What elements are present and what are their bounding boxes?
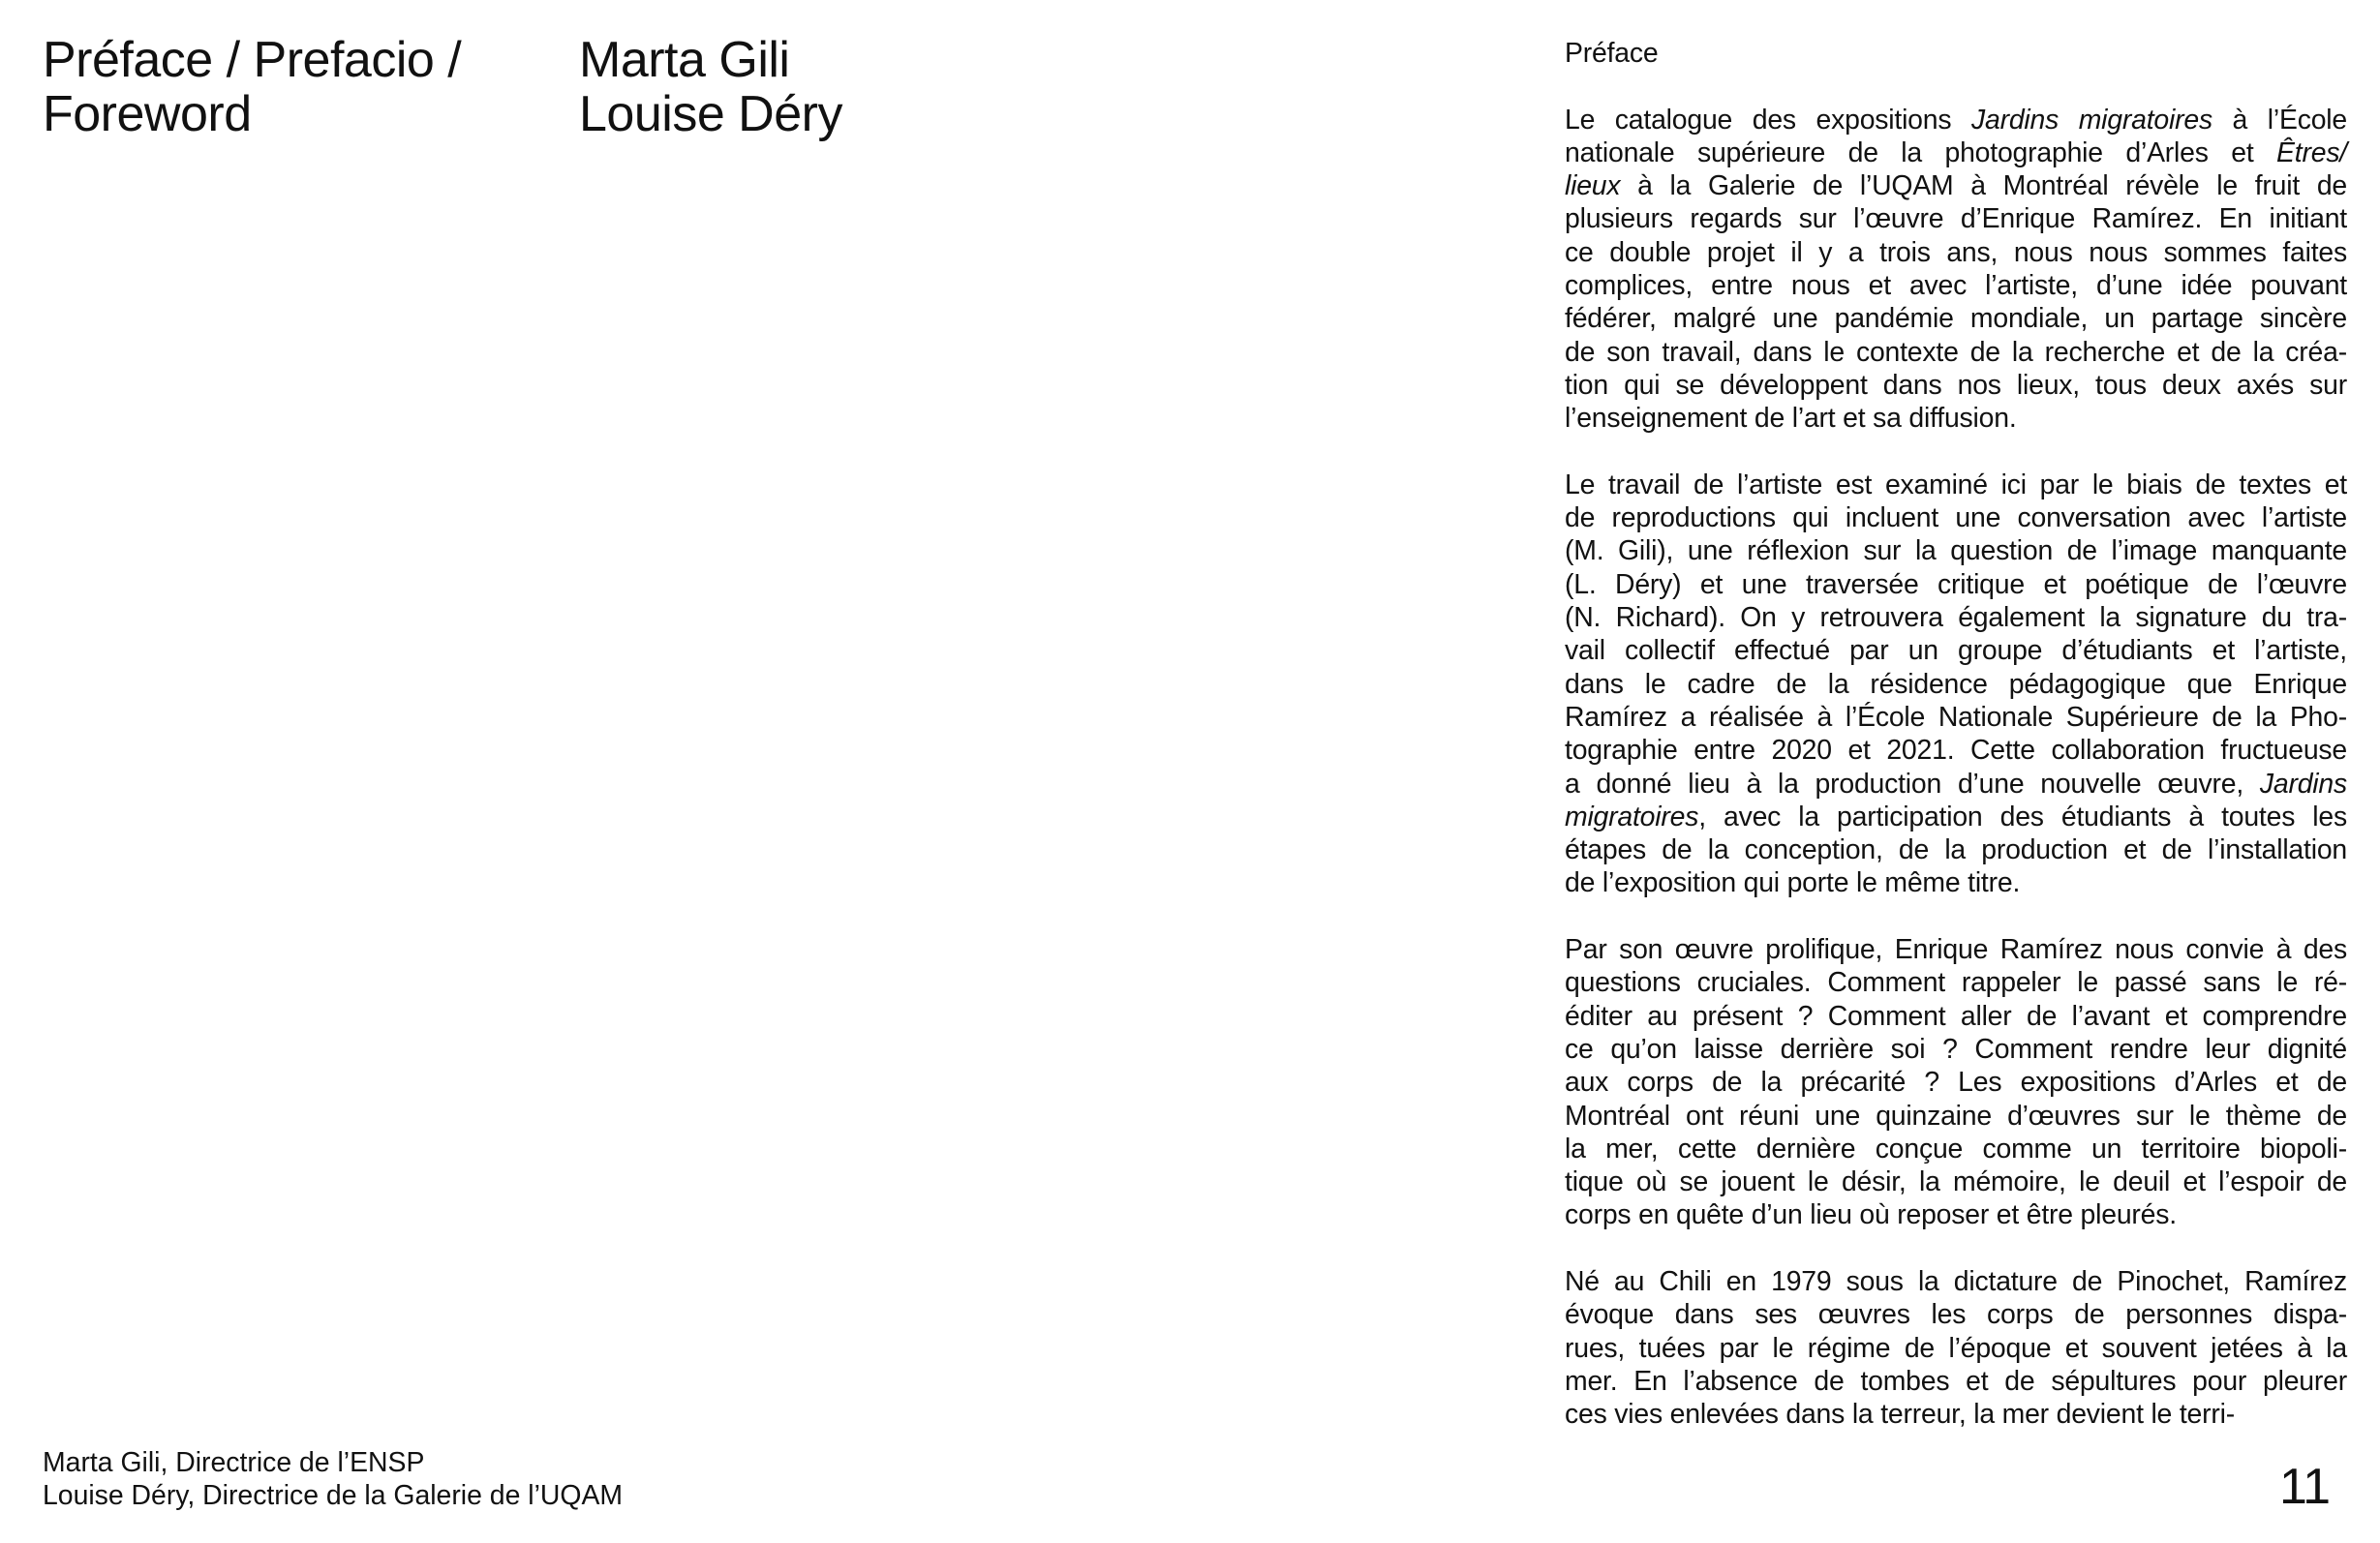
text-line: Ramírez a réalisée à l’École Nationale Supérieure de la Pho-: [1565, 701, 2347, 733]
italic-title: Êtres/: [2276, 136, 2347, 168]
text-line: ces vies enlevées dans la terreur, la mer devient le terri-: [1565, 1399, 2235, 1431]
author-name: Marta Gili: [579, 32, 790, 88]
text-line: Le catalogue des expositions Jardins migratoires à l’École: [1565, 104, 2347, 136]
text-line: de l’exposition qui porte le même titre.: [1565, 867, 2021, 899]
author-name: Louise Déry: [579, 86, 842, 142]
italic-title: migratoires: [1565, 801, 1699, 832]
authors-heading: [579, 33, 842, 141]
text-line: aux corps de la précarité ? Les expositions d’Arles et de: [1565, 1067, 2347, 1099]
text-line: fédérer, malgré une pandémie mondiale, un partage sincère: [1565, 303, 2347, 335]
text-line: Le travail de l’artiste est examiné ici par le biais de textes et: [1565, 469, 2347, 500]
paragraph: [1565, 104, 2347, 436]
paragraph: [1565, 1265, 2347, 1431]
text-line: tique où se jouent le désir, la mémoire, le deuil et l’espoir de: [1565, 1166, 2347, 1198]
page-number: 11: [2279, 1459, 2330, 1515]
text-line: dans le cadre de la résidence pédagogique que Enrique: [1565, 668, 2347, 700]
text-line: ce double projet il y a trois ans, nous nous sommes faites: [1565, 236, 2347, 268]
text-line: tographie entre 2020 et 2021. Cette collaboration fructueuse: [1565, 735, 2347, 767]
credit-line: Louise Déry, Directrice de la Galerie de l’UQAM: [43, 1480, 624, 1512]
text-line: questions cruciales. Comment rappeler le passé sans le ré-: [1565, 967, 2347, 999]
text-line: lieux à la Galerie de l’UQAM à Montréal révèle le fruit de: [1565, 170, 2347, 202]
text-line: Par son œuvre prolifique, Enrique Ramírez nous convie à des: [1565, 934, 2347, 966]
text-line: a donné lieu à la production d’une nouvelle œuvre, Jardins: [1565, 768, 2347, 800]
text-line: évoque dans ses œuvres les corps de personnes dispa-: [1565, 1299, 2347, 1331]
italic-title: lieux: [1565, 170, 1621, 202]
text-line: (N. Richard). On y retrouvera également la signature du tra-: [1565, 602, 2347, 634]
italic-title: Jardins: [2259, 768, 2347, 800]
text-line: Montréal ont réuni une quinzaine d’œuvres sur le thème de: [1565, 1100, 2347, 1132]
paragraph: [1565, 933, 2347, 1232]
text-line: (M. Gili), une réflexion sur la question de l’image manquante: [1565, 535, 2347, 567]
text-line: de reproductions qui incluent une conversation avec l’artiste: [1565, 502, 2347, 534]
text-line: étapes de la conception, de la production et de l’installation: [1565, 834, 2347, 866]
text-line: ce qu’on laisse derrière soi ? Comment rendre leur dignité: [1565, 1033, 2347, 1065]
text-line: la mer, cette dernière conçue comme un territoire biopoli-: [1565, 1133, 2347, 1165]
paragraph: [1565, 469, 2347, 900]
text-line: migratoires, avec la participation des étudiants à toutes les: [1565, 801, 2347, 832]
text-line: Né au Chili en 1979 sous la dictature de Pinochet, Ramírez: [1565, 1265, 2347, 1297]
author-credits: [43, 1446, 623, 1513]
text-line: de son travail, dans le contexte de la recherche et de la créa-: [1565, 336, 2347, 368]
text-line: mer. En l’absence de tombes et de sépultures pour pleurer: [1565, 1365, 2347, 1397]
section-title: [43, 33, 461, 141]
text-line: tion qui se développent dans nos lieux, tous deux axés sur: [1565, 369, 2347, 401]
section-title-line: Préface / Prefacio /: [43, 32, 462, 88]
body-paragraphs: [1565, 104, 2347, 1432]
text-line: vail collectif effectué par un groupe d’étudiants et l’artiste,: [1565, 635, 2347, 667]
text-line: rues, tuées par le régime de l’époque et souvent jetées à la: [1565, 1332, 2347, 1364]
text-line: l’enseignement de l’art et sa diffusion.: [1565, 403, 2017, 435]
text-line: (L. Déry) et une traversée critique et poétique de l’œuvre: [1565, 568, 2347, 600]
text-line: plusieurs regards sur l’œuvre d’Enrique Ramírez. En initiant: [1565, 203, 2347, 235]
text-line: éditer au présent ? Comment aller de l’avant et comprendre: [1565, 1000, 2347, 1032]
text-line: complices, entre nous et avec l’artiste, d’une idée pouvant: [1565, 270, 2347, 302]
body-text-column: [1565, 37, 2347, 1465]
credit-line: Marta Gili, Directrice de l’ENSP: [43, 1447, 425, 1478]
section-title-line: Foreword: [43, 86, 252, 142]
body-heading: Préface: [1565, 38, 1659, 69]
text-line: corps en quête d’un lieu où reposer et être pleurés.: [1565, 1199, 2177, 1231]
italic-title: Jardins migratoires: [1970, 104, 2212, 136]
text-line: nationale supérieure de la photographie d’Arles et Êtres/: [1565, 136, 2347, 168]
